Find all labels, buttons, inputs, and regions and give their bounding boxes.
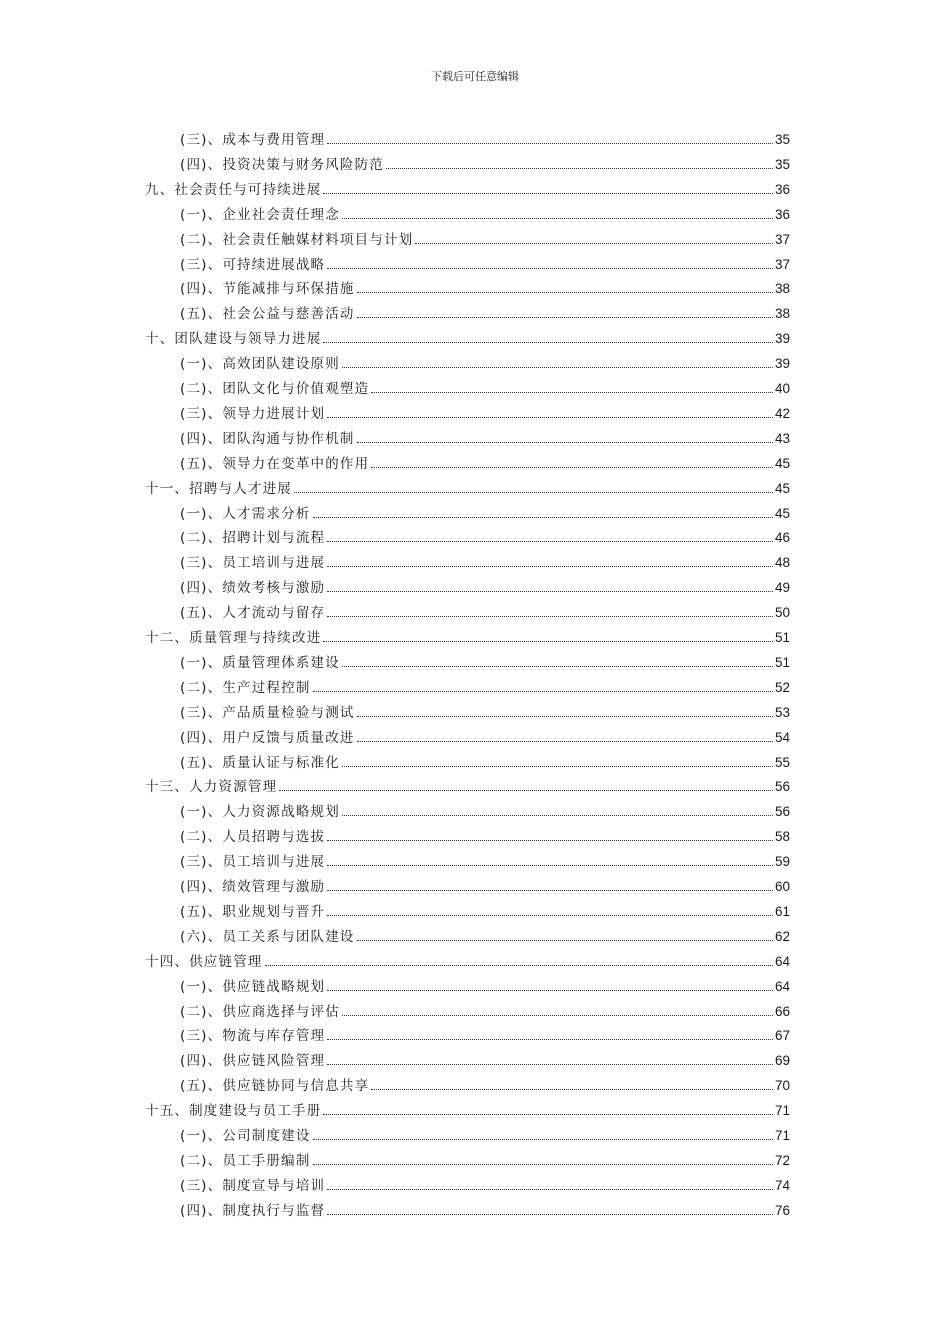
toc-dot-leader bbox=[323, 342, 773, 343]
toc-entry-title: 九、社会责任与可持续进展 bbox=[145, 181, 322, 198]
toc-dot-leader bbox=[294, 492, 773, 493]
toc-dot-leader bbox=[327, 1189, 773, 1190]
toc-page-number: 36 bbox=[774, 206, 790, 222]
toc-section-entry[interactable] bbox=[180, 125, 790, 149]
toc-page-number: 49 bbox=[774, 580, 790, 596]
toc-entry-title: 十二、质量管理与持续改进 bbox=[145, 630, 322, 646]
toc-section-entry[interactable] bbox=[180, 200, 790, 224]
toc-chapter-entry[interactable] bbox=[145, 474, 790, 498]
toc-entry-title: (一)、供应链战略规划 bbox=[180, 978, 326, 995]
toc-page-number: 56 bbox=[774, 779, 790, 795]
toc-section-entry[interactable] bbox=[180, 1021, 790, 1045]
toc-dot-leader bbox=[327, 865, 773, 866]
toc-page-number: 40 bbox=[774, 381, 790, 396]
toc-dot-leader bbox=[342, 1015, 773, 1016]
toc-section-entry[interactable] bbox=[180, 424, 790, 448]
toc-section-entry[interactable] bbox=[180, 797, 790, 821]
toc-page-number: 35 bbox=[774, 132, 790, 147]
toc-dot-leader bbox=[313, 1164, 773, 1165]
toc-entry-title: (四)、绩效考核与激励 bbox=[180, 580, 326, 597]
toc-page-number: 71 bbox=[774, 1128, 790, 1143]
toc-dot-leader bbox=[327, 143, 773, 144]
toc-chapter-entry[interactable] bbox=[145, 1096, 790, 1120]
toc-entry-title: (三)、产品质量检验与测试 bbox=[180, 704, 355, 721]
page-header: 下载后可任意编辑 bbox=[431, 70, 519, 83]
toc-entry-title: (六)、员工关系与团队建设 bbox=[180, 928, 355, 945]
toc-section-entry[interactable] bbox=[180, 598, 790, 622]
toc-section-entry[interactable] bbox=[180, 698, 790, 722]
toc-dot-leader bbox=[327, 566, 773, 567]
toc-page-number: 46 bbox=[774, 530, 790, 546]
toc-dot-leader bbox=[327, 890, 773, 891]
toc-dot-leader bbox=[357, 940, 773, 941]
toc-entry-title: (四)、绩效管理与激励 bbox=[180, 879, 326, 895]
toc-section-entry[interactable] bbox=[180, 548, 790, 572]
toc-page-number: 64 bbox=[774, 953, 790, 969]
toc-entry-title: (三)、物流与库存管理 bbox=[180, 1028, 326, 1045]
toc-page-number: 50 bbox=[774, 605, 790, 621]
toc-section-entry[interactable] bbox=[180, 723, 790, 747]
toc-entry-title: (一)、公司制度建设 bbox=[180, 1128, 311, 1144]
toc-section-entry[interactable] bbox=[180, 1196, 790, 1220]
toc-dot-leader bbox=[327, 1214, 773, 1215]
toc-dot-leader bbox=[323, 1114, 773, 1115]
toc-dot-leader bbox=[342, 367, 773, 368]
toc-entry-title: 十四、供应链管理 bbox=[145, 953, 263, 970]
toc-page-number: 54 bbox=[774, 729, 790, 745]
toc-section-entry[interactable] bbox=[180, 1071, 790, 1095]
toc-section-entry[interactable] bbox=[180, 997, 790, 1021]
toc-page-number: 53 bbox=[774, 704, 790, 720]
toc-dot-leader bbox=[357, 442, 773, 443]
toc-page-number: 38 bbox=[774, 281, 790, 297]
toc-section-entry[interactable] bbox=[180, 250, 790, 274]
toc-page-number: 45 bbox=[774, 480, 790, 496]
toc-section-entry[interactable] bbox=[180, 499, 790, 523]
toc-entry-title: (一)、人才需求分析 bbox=[180, 505, 311, 522]
toc-page-number: 39 bbox=[774, 356, 790, 372]
toc-entry-title: 十三、人力资源管理 bbox=[145, 779, 278, 796]
toc-dot-leader bbox=[327, 915, 773, 916]
toc-dot-leader bbox=[327, 591, 773, 592]
toc-section-entry[interactable] bbox=[180, 225, 790, 249]
toc-entry-title: (二)、社会责任触媒材料项目与计划 bbox=[180, 231, 414, 248]
toc-dot-leader bbox=[371, 467, 773, 468]
toc-dot-leader bbox=[327, 541, 773, 542]
toc-section-entry[interactable] bbox=[180, 847, 790, 871]
toc-section-entry[interactable] bbox=[180, 648, 790, 672]
toc-page-number: 37 bbox=[774, 231, 790, 247]
toc-dot-leader bbox=[415, 243, 773, 244]
toc-dot-leader bbox=[371, 392, 773, 393]
toc-page-number: 55 bbox=[774, 754, 790, 770]
toc-section-entry[interactable] bbox=[180, 972, 790, 996]
toc-chapter-entry[interactable] bbox=[145, 623, 790, 647]
toc-entry-title: (二)、员工手册编制 bbox=[180, 1152, 311, 1169]
toc-dot-leader bbox=[323, 193, 773, 194]
toc-page-number: 59 bbox=[774, 854, 790, 870]
toc-dot-leader bbox=[327, 417, 773, 418]
toc-entry-title: (四)、供应链风险管理 bbox=[180, 1053, 326, 1070]
toc-entry-title: (二)、团队文化与价值观塑造 bbox=[180, 381, 370, 397]
toc-entry-title: (四)、节能减排与环保措施 bbox=[180, 281, 355, 298]
toc-page-number: 69 bbox=[774, 1053, 790, 1069]
toc-page-number: 35 bbox=[774, 156, 790, 172]
toc-page-number: 39 bbox=[774, 331, 790, 347]
toc-dot-leader bbox=[342, 218, 773, 219]
toc-page-number: 66 bbox=[774, 1003, 790, 1019]
toc-entry-title: (二)、供应商选择与评估 bbox=[180, 1003, 340, 1020]
toc-entry-title: (五)、社会公益与慈善活动 bbox=[180, 306, 355, 323]
toc-section-entry[interactable] bbox=[180, 399, 790, 423]
toc-section-entry[interactable] bbox=[180, 897, 790, 921]
toc-entry-title: (四)、用户反馈与质量改进 bbox=[180, 729, 355, 746]
toc-entry-title: (一)、企业社会责任理念 bbox=[180, 206, 340, 223]
toc-entry-title: (一)、人力资源战略规划 bbox=[180, 804, 340, 821]
toc-dot-leader bbox=[327, 616, 773, 617]
toc-section-entry[interactable] bbox=[180, 523, 790, 547]
toc-section-entry[interactable] bbox=[180, 1171, 790, 1195]
toc-chapter-entry[interactable] bbox=[145, 772, 790, 796]
toc-section-entry[interactable] bbox=[180, 748, 790, 772]
toc-page-number: 74 bbox=[774, 1177, 790, 1193]
toc-entry-title: (三)、员工培训与进展 bbox=[180, 555, 326, 572]
toc-dot-leader bbox=[313, 517, 773, 518]
toc-page-number: 60 bbox=[774, 879, 790, 894]
toc-dot-leader bbox=[327, 1064, 773, 1065]
toc-chapter-entry[interactable] bbox=[145, 324, 790, 348]
toc-entry-title: (一)、高效团队建设原则 bbox=[180, 356, 340, 373]
toc-page-number: 37 bbox=[774, 256, 790, 272]
toc-dot-leader bbox=[357, 716, 773, 717]
toc-entry-title: (三)、员工培训与进展 bbox=[180, 854, 326, 871]
toc-dot-leader bbox=[323, 641, 773, 642]
toc-entry-title: 十、团队建设与领导力进展 bbox=[145, 331, 322, 348]
toc-section-entry[interactable] bbox=[180, 1046, 790, 1070]
toc-section-entry[interactable] bbox=[180, 922, 790, 946]
toc-section-entry[interactable] bbox=[180, 374, 790, 398]
toc-entry-title: 十一、招聘与人才进展 bbox=[145, 480, 292, 497]
toc-dot-leader bbox=[386, 168, 773, 169]
toc-entry-title: (三)、制度宣导与培训 bbox=[180, 1177, 326, 1194]
toc-dot-leader bbox=[313, 1139, 773, 1140]
toc-page-number: 56 bbox=[774, 804, 790, 820]
toc-entry-title: (五)、质量认证与标准化 bbox=[180, 754, 340, 771]
toc-dot-leader bbox=[279, 790, 773, 791]
toc-entry-title: (三)、成本与费用管理 bbox=[180, 132, 326, 148]
toc-dot-leader bbox=[371, 1089, 773, 1090]
toc-page-number: 36 bbox=[774, 181, 790, 197]
toc-dot-leader bbox=[327, 990, 773, 991]
toc-dot-leader bbox=[327, 1039, 773, 1040]
toc-entry-title: (二)、生产过程控制 bbox=[180, 679, 311, 696]
toc-page-number: 43 bbox=[774, 430, 790, 446]
toc-page-number: 51 bbox=[774, 630, 790, 645]
toc-section-entry[interactable] bbox=[180, 573, 790, 597]
toc-entry-title: (五)、人才流动与留存 bbox=[180, 605, 326, 622]
toc-chapter-entry[interactable] bbox=[145, 175, 790, 199]
toc-entry-title: (四)、投资决策与财务风险防范 bbox=[180, 156, 385, 173]
toc-page-number: 62 bbox=[774, 928, 790, 944]
toc-entry-title: (二)、人员招聘与选拔 bbox=[180, 829, 326, 846]
toc-entry-title: (五)、供应链协同与信息共享 bbox=[180, 1078, 370, 1095]
toc-entry-title: (二)、招聘计划与流程 bbox=[180, 530, 326, 547]
toc-dot-leader bbox=[357, 317, 773, 318]
toc-dot-leader bbox=[313, 691, 773, 692]
toc-page-number: 64 bbox=[774, 978, 790, 994]
toc-page-number: 38 bbox=[774, 306, 790, 322]
toc-entry-title: (一)、质量管理体系建设 bbox=[180, 654, 340, 671]
toc-page-number: 52 bbox=[774, 679, 790, 695]
toc-page-number: 45 bbox=[774, 505, 790, 521]
toc-page-number: 71 bbox=[774, 1103, 790, 1119]
toc-dot-leader bbox=[357, 292, 773, 293]
toc-section-entry[interactable] bbox=[180, 872, 790, 896]
toc-entry-title: (五)、领导力在变革中的作用 bbox=[180, 455, 370, 472]
toc-dot-leader bbox=[327, 268, 773, 269]
toc-section-entry[interactable] bbox=[180, 274, 790, 298]
toc-section-entry[interactable] bbox=[180, 299, 790, 323]
toc-page-number: 76 bbox=[774, 1202, 790, 1218]
toc-entry-title: (四)、团队沟通与协作机制 bbox=[180, 430, 355, 447]
toc-page-number: 58 bbox=[774, 829, 790, 845]
toc-page-number: 72 bbox=[774, 1152, 790, 1168]
toc-page-number: 67 bbox=[774, 1028, 790, 1044]
toc-dot-leader bbox=[342, 766, 773, 767]
toc-section-entry[interactable] bbox=[180, 150, 790, 174]
toc-page-number: 70 bbox=[774, 1078, 790, 1094]
toc-entry-title: (三)、可持续进展战略 bbox=[180, 256, 326, 273]
toc-section-entry[interactable] bbox=[180, 673, 790, 697]
toc-page-number: 48 bbox=[774, 555, 790, 571]
toc-page-number: 45 bbox=[774, 455, 790, 471]
toc-dot-leader bbox=[265, 965, 773, 966]
toc-chapter-entry[interactable] bbox=[145, 947, 790, 971]
toc-section-entry[interactable] bbox=[180, 449, 790, 473]
toc-entry-title: (三)、领导力进展计划 bbox=[180, 405, 326, 422]
toc-section-entry[interactable] bbox=[180, 1121, 790, 1145]
toc-section-entry[interactable] bbox=[180, 349, 790, 373]
toc-dot-leader bbox=[342, 666, 773, 667]
toc-dot-leader bbox=[342, 815, 773, 816]
toc-section-entry[interactable] bbox=[180, 1146, 790, 1170]
toc-entry-title: 十五、制度建设与员工手册 bbox=[145, 1103, 322, 1120]
toc-page-number: 51 bbox=[774, 654, 790, 670]
toc-entry-title: (四)、制度执行与监督 bbox=[180, 1202, 326, 1219]
toc-dot-leader bbox=[327, 840, 773, 841]
toc-section-entry[interactable] bbox=[180, 822, 790, 846]
toc-page-number: 42 bbox=[774, 405, 790, 421]
toc-entry-title: (五)、职业规划与晋升 bbox=[180, 903, 326, 920]
toc-page-number: 61 bbox=[774, 903, 790, 919]
toc-dot-leader bbox=[357, 741, 773, 742]
